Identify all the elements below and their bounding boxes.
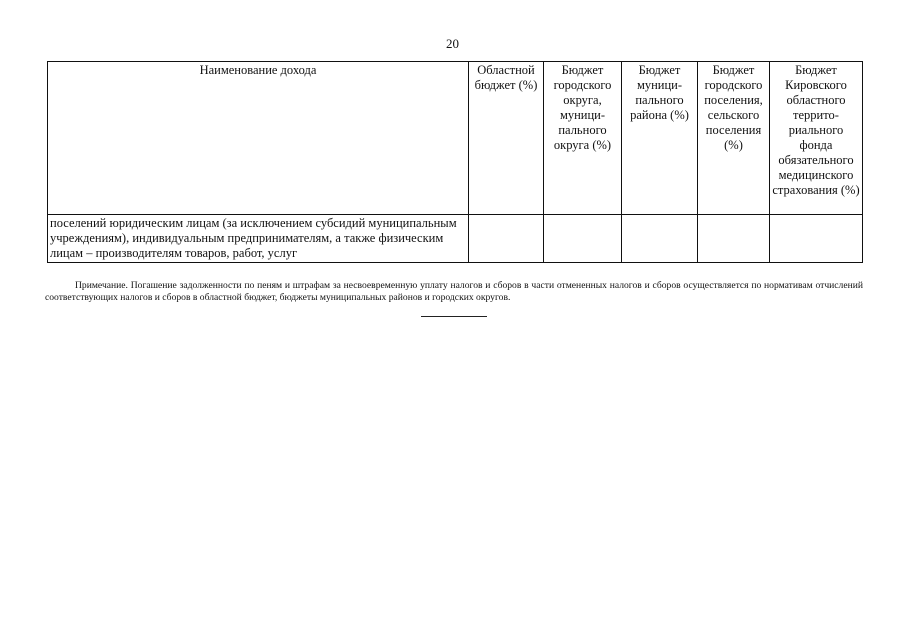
table-row [48, 215, 863, 263]
header-city-district-budget: Бюджет городского округа, муници-пального округа (%) [544, 62, 622, 215]
header-municipal-district-budget: Бюджет муници-пального района (%) [622, 62, 698, 215]
municipal-district-budget-cell [622, 215, 698, 263]
regional-budget-cell [469, 215, 544, 263]
header-medical-insurance-fund-budget: Бюджет Кировского областного террито-риального фонда обязательного медицинского страхования (%) [770, 62, 863, 215]
header-settlement-budget: Бюджет городского поселения, сельского поселения (%) [698, 62, 770, 215]
income-distribution-table [47, 61, 863, 263]
city-district-budget-cell [544, 215, 622, 263]
header-regional-budget: Областной бюджет (%) [469, 62, 544, 215]
settlement-budget-cell [698, 215, 770, 263]
footnote: Примечание. Погашение задолженности по пеням и штрафам за несвоевременную уплату налогов и сборов в части отмененных налогов и сборов осуществляется по нормативам отчислений соответствующих налогов и сборов в областной бюджет, бюджеты муниципальных районов и городских округов. [45, 279, 863, 303]
income-name-cell: поселений юридическим лицам (за исключением субсидий муниципальным учреждениям), индивидуальным предпринимателям, а также физическим лицам – производителям товаров, работ, услуг [48, 215, 469, 263]
end-rule [421, 316, 487, 317]
page-number: 20 [446, 36, 459, 51]
table-header-row [48, 62, 863, 215]
medical-fund-budget-cell [770, 215, 863, 263]
header-income-name: Наименование дохода [48, 62, 469, 215]
